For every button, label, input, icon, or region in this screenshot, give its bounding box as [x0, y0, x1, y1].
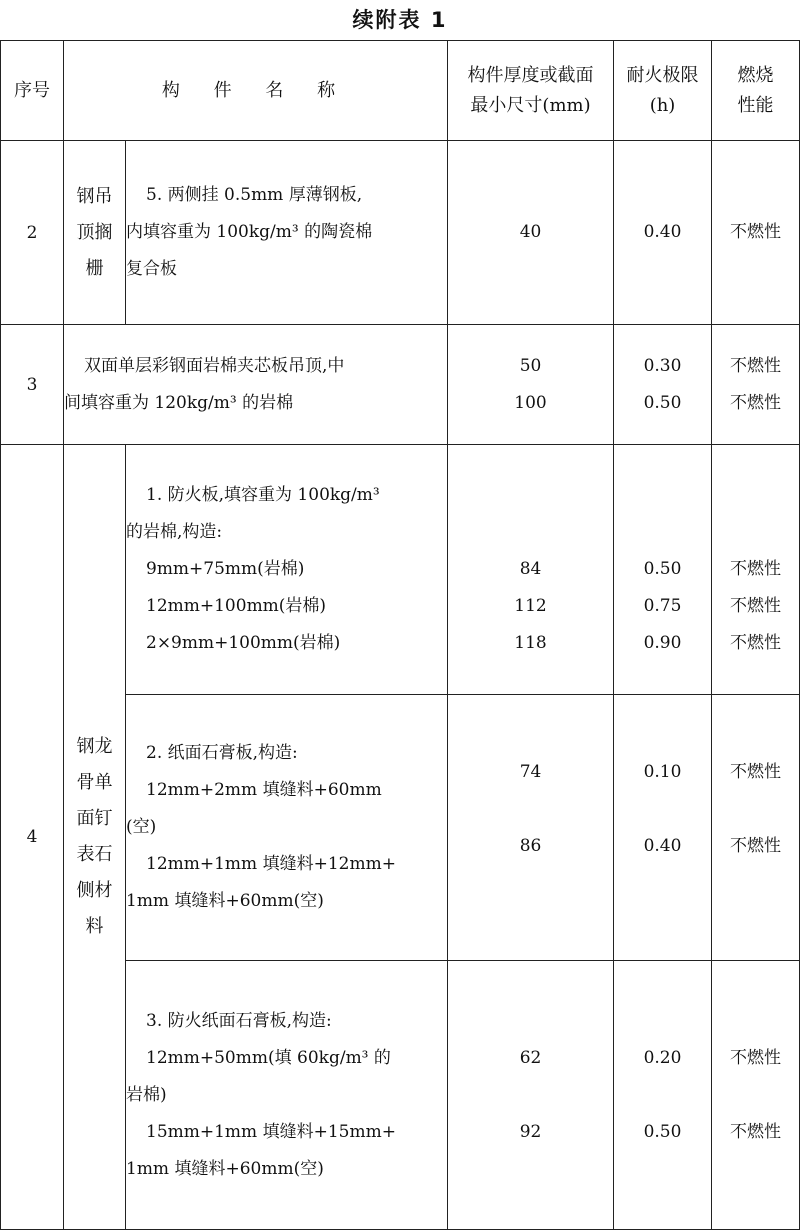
combustibility-value: 不燃性	[730, 559, 782, 579]
limit-cell	[614, 325, 712, 445]
header-limit	[614, 41, 712, 141]
category-line: 表石	[76, 844, 113, 865]
size-cell	[448, 695, 614, 961]
limit-cell	[614, 445, 712, 695]
table-row	[1, 141, 800, 325]
size-value: 74	[519, 761, 542, 782]
description-line: 12mm+2mm 填缝料+60mm	[146, 780, 382, 800]
category-line: 骨单	[76, 772, 113, 793]
size-value: 50	[519, 355, 542, 376]
size-value: 118	[514, 633, 547, 653]
header-combustibility	[712, 41, 800, 141]
limit-value: 0.30	[643, 355, 682, 376]
size-value: 84	[519, 559, 542, 579]
header-comb-line1: 燃烧	[737, 64, 774, 86]
combustibility-value: 不燃性	[730, 596, 782, 616]
combustibility-value: 不燃性	[730, 761, 782, 782]
category-line: 面钉	[76, 808, 113, 829]
header-limit-line2: (h)	[649, 94, 676, 116]
combustibility-cell	[712, 961, 800, 1230]
table-title: 续附表 1	[352, 8, 448, 32]
row-number: 4	[1, 445, 64, 1230]
description-cell	[126, 141, 448, 325]
category-line: 栅	[85, 257, 104, 279]
limit-value: 0.40	[643, 835, 682, 856]
category-line: 钢龙	[76, 736, 113, 757]
limit-cell: 0.40	[614, 141, 712, 325]
combustibility-cell: 不燃性	[712, 141, 800, 325]
limit-value: 0.50	[643, 1121, 682, 1142]
limit-value: 0.20	[643, 1047, 682, 1068]
limit-value: 0.50	[643, 392, 682, 413]
combustibility-value: 不燃性	[730, 355, 782, 376]
limit-value: 0.50	[643, 559, 682, 579]
header-name: 构 件 名 称	[64, 41, 448, 141]
description-line: 12mm+50mm(填 60kg/m³ 的	[146, 1047, 391, 1068]
limit-value: 0.75	[643, 596, 682, 616]
row-number: 2	[1, 141, 64, 325]
table-row	[1, 445, 800, 695]
description-cell	[64, 325, 448, 445]
header-size-line2: 最小尺寸(mm)	[470, 94, 591, 116]
description-line: 2. 纸面石膏板,构造:	[146, 743, 298, 763]
combustibility-value: 不燃性	[730, 392, 782, 413]
category-line: 料	[85, 916, 104, 937]
header-size-line1: 构件厚度或截面	[467, 64, 594, 86]
header-row	[1, 41, 800, 141]
description-line: 1mm 填缝料+60mm(空)	[126, 1158, 324, 1179]
description-line: 岩棉)	[126, 1084, 167, 1105]
size-cell	[448, 961, 614, 1230]
size-value: 112	[514, 596, 547, 616]
combustibility-value: 不燃性	[730, 1121, 782, 1142]
description-line: 双面单层彩钢面岩棉夹芯板吊顶,中	[84, 355, 345, 376]
header-limit-line1: 耐火极限	[626, 64, 699, 86]
size-value: 62	[519, 1047, 542, 1068]
limit-value: 0.10	[643, 761, 682, 782]
combustibility-cell	[712, 695, 800, 961]
category-line: 钢吊	[76, 185, 113, 207]
description-line: 12mm+100mm(岩棉)	[146, 596, 327, 616]
description-line: 12mm+1mm 填缝料+12mm+	[146, 854, 396, 874]
combustibility-cell	[712, 445, 800, 695]
description-line: 1. 防火板,填容重为 100kg/m³	[146, 485, 380, 505]
header-no: 序号	[1, 41, 64, 141]
description-cell	[126, 445, 448, 695]
description-line: 1mm 填缝料+60mm(空)	[126, 891, 324, 911]
description-line: 内填容重为 100kg/m³ 的陶瓷棉	[126, 222, 373, 242]
category-line: 顶搁	[76, 221, 113, 243]
description-line: 15mm+1mm 填缝料+15mm+	[146, 1121, 396, 1142]
combustibility-value: 不燃性	[730, 1047, 782, 1068]
size-value: 86	[519, 835, 542, 856]
description-line: 复合板	[126, 259, 177, 279]
size-cell	[448, 445, 614, 695]
category-line: 侧材	[76, 880, 113, 901]
description-line: 9mm+75mm(岩棉)	[146, 559, 305, 579]
description-line: (空)	[126, 817, 157, 837]
size-value: 100	[514, 392, 547, 413]
limit-cell	[614, 695, 712, 961]
combustibility-value: 不燃性	[730, 835, 782, 856]
description-line: 5. 两侧挂 0.5mm 厚薄钢板,	[146, 185, 363, 205]
size-cell: 40	[448, 141, 614, 325]
category-cell	[64, 141, 126, 325]
category-cell	[64, 445, 126, 1230]
description-cell	[126, 695, 448, 961]
description-line: 的岩棉,构造:	[126, 522, 223, 542]
limit-cell	[614, 961, 712, 1230]
limit-value: 0.90	[643, 633, 682, 653]
description-line: 2×9mm+100mm(岩棉)	[146, 633, 341, 653]
header-size	[448, 41, 614, 141]
row-number: 3	[1, 325, 64, 445]
fire-resistance-table	[0, 40, 800, 1230]
table-row	[1, 325, 800, 445]
size-cell	[448, 325, 614, 445]
size-value: 92	[519, 1121, 542, 1142]
combustibility-cell	[712, 325, 800, 445]
combustibility-value: 不燃性	[730, 633, 782, 653]
description-line: 间填容重为 120kg/m³ 的岩棉	[64, 392, 294, 413]
description-line: 3. 防火纸面石膏板,构造:	[146, 1010, 332, 1031]
header-comb-line2: 性能	[737, 94, 774, 116]
description-cell	[126, 961, 448, 1230]
